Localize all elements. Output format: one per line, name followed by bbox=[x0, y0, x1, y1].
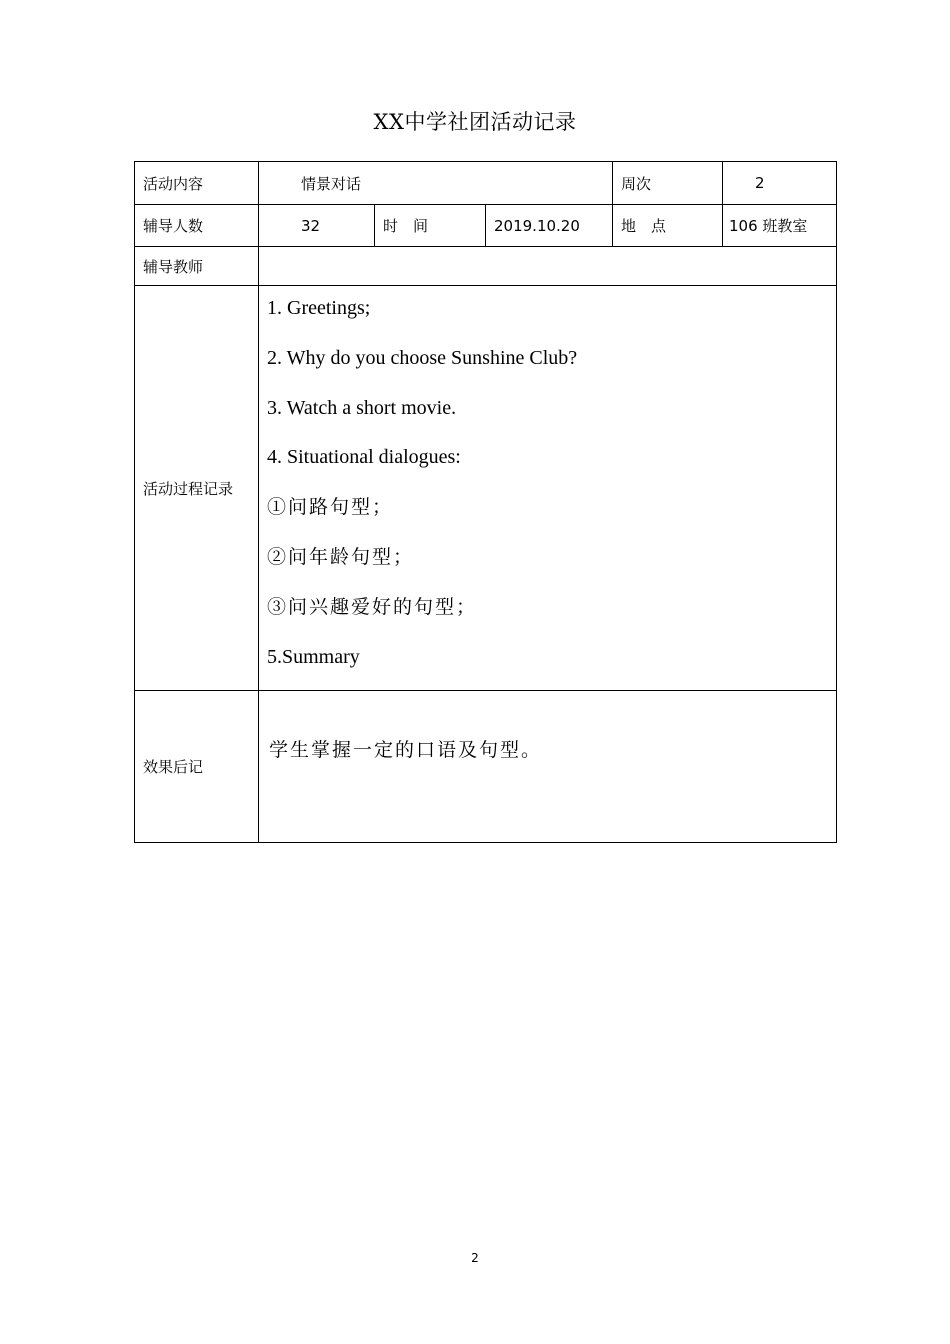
week-value: 2 bbox=[723, 162, 837, 205]
time-label: 时 间 bbox=[375, 205, 486, 247]
list-item: 5.Summary bbox=[267, 645, 360, 668]
effect-cell bbox=[259, 691, 837, 843]
list-item: ①问路句型； bbox=[267, 496, 394, 519]
list-item: 4. Situational dialogues: bbox=[267, 446, 461, 469]
process-record-label: 活动过程记录 bbox=[135, 286, 259, 691]
effect-text: 学生掌握一定的口语及句型。 bbox=[269, 739, 543, 762]
table-row bbox=[135, 162, 837, 205]
activity-record-table bbox=[134, 161, 837, 843]
teacher-value bbox=[259, 247, 837, 286]
week-label: 周次 bbox=[613, 162, 723, 205]
teacher-label: 辅导教师 bbox=[135, 247, 259, 286]
table-row bbox=[135, 247, 837, 286]
effect-label: 效果后记 bbox=[135, 691, 259, 843]
list-item: 3. Watch a short movie. bbox=[267, 396, 457, 419]
table-row bbox=[135, 205, 837, 247]
activity-content-value: 情景对话 bbox=[259, 162, 613, 205]
page-number: 2 bbox=[471, 1251, 479, 1265]
activity-content-label: 活动内容 bbox=[135, 162, 259, 205]
process-record-cell bbox=[259, 286, 837, 691]
tutor-count-label: 辅导人数 bbox=[135, 205, 259, 247]
place-label: 地 点 bbox=[613, 205, 723, 247]
page-title: XX中学社团活动记录 bbox=[373, 110, 577, 134]
tutor-count-value: 32 bbox=[259, 205, 375, 247]
process-record-list bbox=[259, 286, 836, 690]
table-row bbox=[135, 286, 837, 691]
table-row bbox=[135, 691, 837, 843]
place-value: 106 班教室 bbox=[723, 205, 837, 247]
list-item: 1. Greetings; bbox=[267, 297, 371, 319]
list-item: 2. Why do you choose Sunshine Club? bbox=[267, 346, 578, 369]
list-item: ③问兴趣爱好的句型； bbox=[267, 595, 478, 618]
time-value: 2019.10.20 bbox=[486, 205, 613, 247]
list-item: ②问年龄句型； bbox=[267, 545, 415, 568]
